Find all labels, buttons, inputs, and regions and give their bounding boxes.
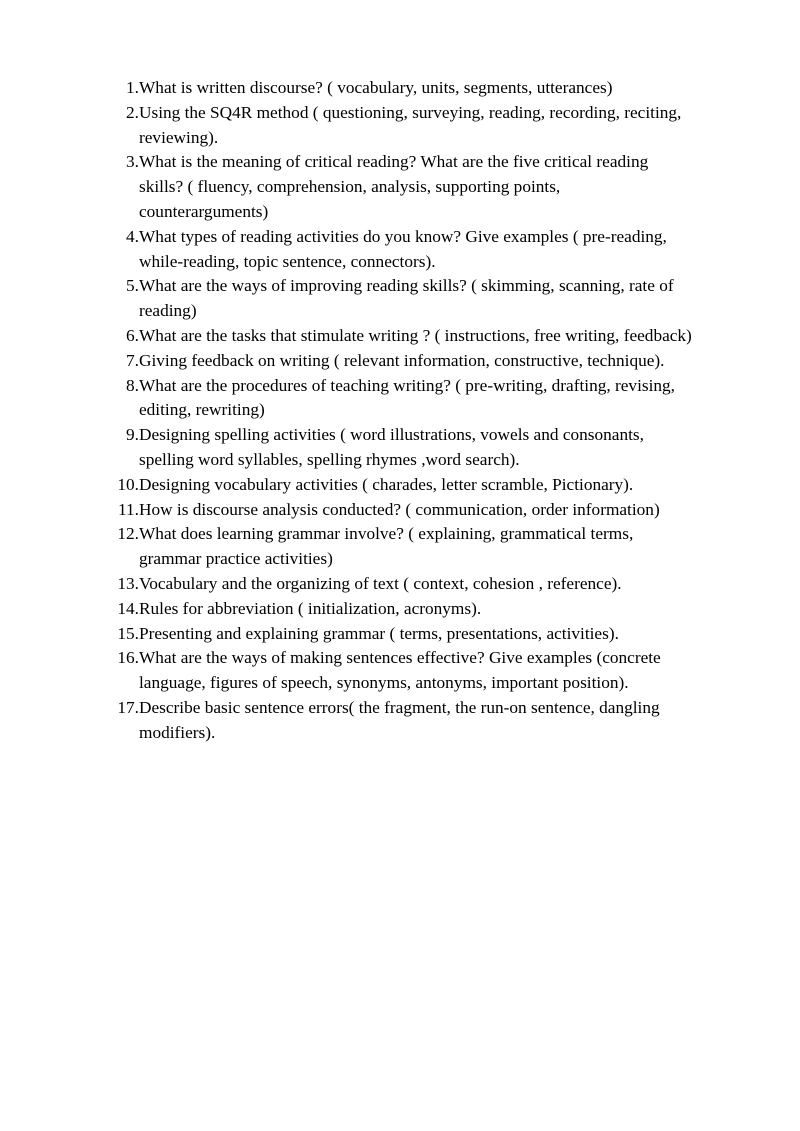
question-number: 14. — [117, 598, 139, 618]
question-number-cell — [104, 597, 139, 622]
question-text-line: language, figures of speech, synonyms, antonyms, important position). — [139, 673, 629, 693]
question-number-cell — [104, 324, 139, 349]
question-number-cell — [104, 274, 139, 324]
question-number-cell — [104, 572, 139, 597]
question-item — [104, 572, 764, 597]
question-number: 15. — [117, 623, 139, 643]
question-item — [104, 76, 764, 101]
question-item — [104, 349, 764, 374]
question-item — [104, 473, 764, 498]
question-number-cell — [104, 76, 139, 101]
question-text — [139, 572, 764, 597]
question-text-line: editing, rewriting) — [139, 400, 265, 420]
question-number-cell — [104, 646, 139, 696]
question-list — [104, 76, 764, 746]
question-text — [139, 498, 764, 523]
question-number: 1. — [126, 78, 139, 97]
question-number: 3. — [126, 152, 139, 172]
question-number-cell — [104, 150, 139, 224]
question-item — [104, 374, 764, 424]
question-text — [139, 473, 764, 498]
question-item — [104, 101, 764, 151]
question-number: 2. — [126, 102, 139, 122]
question-text-line: Presenting and explaining grammar ( terms, presentations, activities). — [139, 623, 619, 643]
question-item — [104, 274, 764, 324]
question-text — [139, 274, 764, 324]
question-text-line: What are the ways of improving reading skills? ( skimming, scanning, rate of — [139, 276, 674, 296]
question-text-line: What does learning grammar involve? ( explaining, grammatical terms, — [139, 524, 634, 544]
question-number-cell — [104, 374, 139, 424]
question-number: 9. — [126, 425, 139, 445]
question-item — [104, 597, 764, 622]
question-item — [104, 423, 764, 473]
question-text-line: Designing spelling activities ( word illustrations, vowels and consonants, — [139, 425, 644, 445]
question-text-line: Designing vocabulary activities ( charades, letter scramble, Pictionary). — [139, 474, 634, 494]
question-text-line: reviewing). — [139, 127, 219, 147]
question-number: 11. — [118, 499, 139, 519]
question-text-line: How is discourse analysis conducted? ( communication, order information) — [139, 499, 660, 519]
question-item — [104, 622, 764, 647]
question-text — [139, 597, 764, 622]
question-item — [104, 225, 764, 275]
question-number-cell — [104, 349, 139, 374]
question-number: 13. — [117, 573, 139, 593]
question-text — [139, 349, 764, 374]
question-text — [139, 622, 764, 647]
question-item — [104, 646, 764, 696]
question-text — [139, 76, 764, 101]
question-number: 7. — [126, 350, 139, 370]
question-text-line: What are the ways of making sentences effective? Give examples (concrete — [139, 648, 661, 668]
question-text-line: Vocabulary and the organizing of text ( context, cohesion , reference). — [139, 573, 622, 593]
question-text-line: modifiers). — [139, 722, 216, 742]
question-text-line: counterarguments) — [139, 201, 269, 221]
question-text-line: spelling word syllables, spelling rhymes ,word search). — [139, 449, 520, 469]
question-number: 5. — [126, 276, 139, 296]
question-number: 17. — [117, 697, 139, 717]
question-text-line: reading) — [139, 301, 197, 321]
question-text-line: while-reading, topic sentence, connectors). — [139, 251, 436, 271]
question-text-line: grammar practice activities) — [139, 549, 333, 569]
question-item — [104, 150, 764, 224]
question-item — [104, 522, 764, 572]
question-text — [139, 696, 764, 746]
question-number: 12. — [117, 524, 139, 544]
question-number-cell — [104, 101, 139, 151]
question-number: 10. — [117, 474, 139, 494]
question-number-cell — [104, 696, 139, 746]
question-text — [139, 646, 764, 696]
question-number-cell — [104, 498, 139, 523]
question-item — [104, 324, 764, 349]
question-text-line: skills? ( fluency, comprehension, analysis, supporting points, — [139, 177, 561, 197]
question-text — [139, 522, 764, 572]
question-text-line: What types of reading activities do you know? Give examples ( pre-reading, — [139, 226, 667, 246]
question-text-line: Describe basic sentence errors( the fragment, the run-on sentence, dangling — [139, 697, 660, 717]
question-number: 16. — [117, 648, 139, 668]
question-text — [139, 423, 764, 473]
question-number: 4. — [126, 226, 139, 246]
question-number-cell — [104, 622, 139, 647]
question-text — [139, 225, 764, 275]
question-item — [104, 498, 764, 523]
question-text — [139, 101, 764, 151]
question-item — [104, 696, 764, 746]
question-text — [139, 374, 764, 424]
question-text-line: What are the tasks that stimulate writing ? ( instructions, free writing, feedback) — [139, 325, 692, 345]
question-number-cell — [104, 225, 139, 275]
question-text — [139, 324, 764, 349]
question-text-line: Giving feedback on writing ( relevant information, constructive, technique). — [139, 350, 665, 370]
question-number-cell — [104, 473, 139, 498]
question-number-cell — [104, 522, 139, 572]
question-text-line: Using the SQ4R method ( questioning, surveying, reading, recording, reciting, — [139, 102, 682, 122]
question-text-line: Rules for abbreviation ( initialization, acronyms). — [139, 598, 482, 618]
question-text-line: What is the meaning of critical reading? What are the five critical reading — [139, 152, 649, 172]
question-text-line: What are the procedures of teaching writing? ( pre-writing, drafting, revising, — [139, 375, 675, 395]
question-number-cell — [104, 423, 139, 473]
question-text — [139, 150, 764, 224]
question-text-line: What is written discourse? ( vocabulary, units, segments, utterances) — [139, 78, 613, 97]
question-number: 6. — [126, 325, 139, 345]
question-number: 8. — [126, 375, 139, 395]
